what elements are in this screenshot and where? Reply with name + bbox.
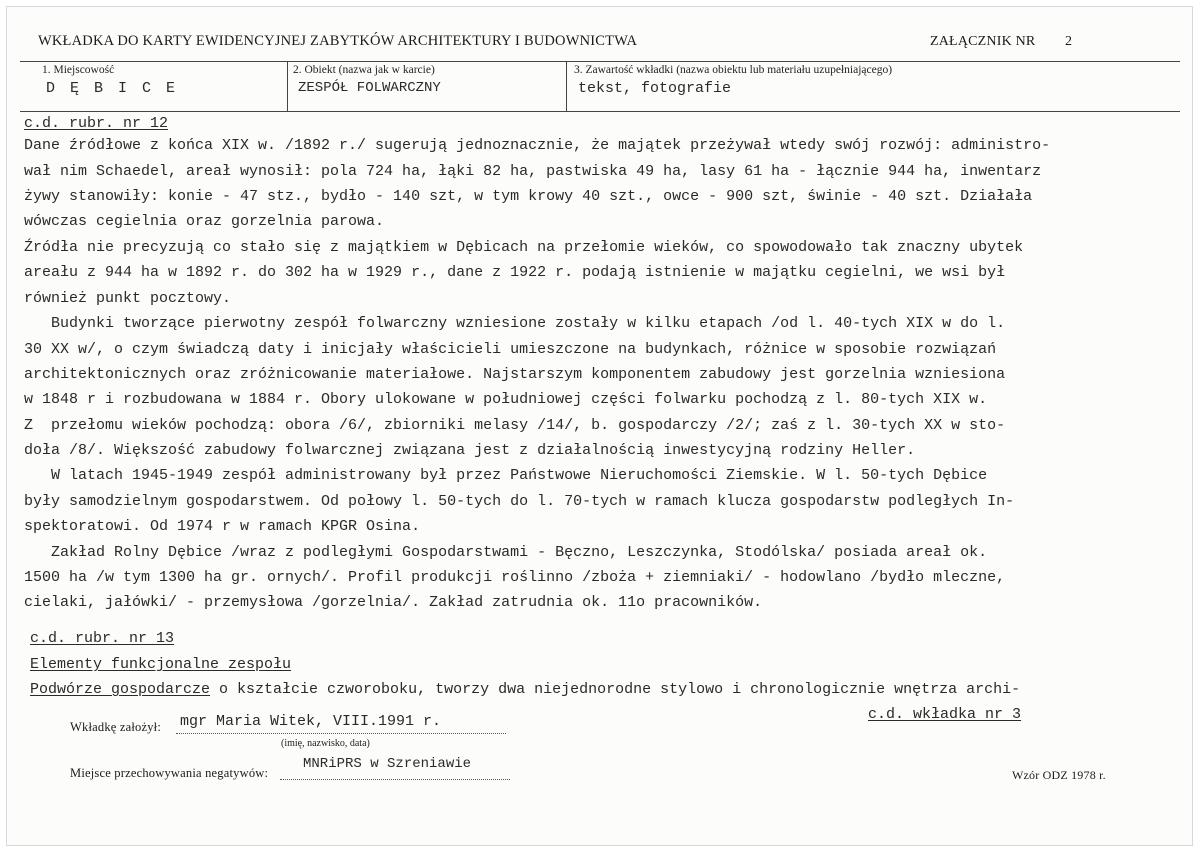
section-heading-rubr-13: c.d. rubr. nr 13 <box>30 630 175 647</box>
prepared-by-hint: (imię, nazwisko, data) <box>281 738 370 749</box>
body-line: żywy stanowiły: konie - 47 stz., bydło - 140 szt, w tym krowy 40 szt., owce - 900 szt, świnie - 40 szt. Działała <box>24 188 1033 205</box>
prepared-by-line <box>176 733 506 734</box>
body-line: architektonicznych oraz zróżnicowanie materiałowe. Najstarszym komponentem zabudowy jest gorzelnia wzniesiona <box>24 366 1006 383</box>
field-separator-1 <box>287 61 288 111</box>
section-heading-rubr-12: c.d. rubr. nr 12 <box>24 115 169 132</box>
header-divider <box>20 61 1180 62</box>
body-line: 30 XX w/, o czym świadczą daty i inicjały właścicieli umieszczone na budynkach, różnice w sposobie rozwiązań <box>24 341 997 358</box>
body-line: były samodzielnym gospodarstwem. Od połowy l. 50-tych do l. 70-tych w ramach klucza gospodarstw podległych In- <box>24 493 1015 510</box>
continuation-note: c.d. wkładka nr 3 <box>868 706 1022 723</box>
body-line: również punkt pocztowy. <box>24 290 232 307</box>
locality-value: D Ę B I C E <box>46 80 179 97</box>
body-line: Z przełomu wieków pochodzą: obora /6/, zbiorniki melasy /14/, b. gospodarczy /2/; zaś z l. 30-tych XX w sto- <box>24 417 1006 434</box>
prepared-by-label: Wkładkę założył: <box>70 720 162 734</box>
body-line: cielaki, jałówki/ - przemysłowa /gorzelnia/. Zakład zatrudnia ok. 11o pracowników. <box>24 594 763 611</box>
fields-divider <box>20 111 1180 112</box>
body-line: 1500 ha /w tym 1300 ha gr. ornych/. Profil produkcji roślinno /zboża + ziemniaki/ - hodowlano /bydło mleczne, <box>24 569 1006 586</box>
storage-value: MNRiPRS w Szreniawie <box>303 756 472 772</box>
object-value: ZESPÓŁ FOLWARCZNY <box>298 80 441 96</box>
body-line: W latach 1945-1949 zespół administrowany był przez Państwowe Nieruchomości Ziemskie. W l. 50-tych Dębice <box>24 467 988 484</box>
body-line: wówczas cegielnia oraz gorzelnia parowa. <box>24 213 385 230</box>
content-label: 3. Zawartość wkładki (nazwa obiektu lub materiału uzupełniającego) <box>574 64 893 76</box>
storage-line <box>280 779 510 780</box>
attachment-label: ZAŁĄCZNIK NR <box>930 34 1036 49</box>
body-line: Zakład Rolny Dębice /wraz z podległymi Gospodarstwami - Bęczno, Leszczynka, Stodólska/ posiada areał ok. <box>24 544 988 561</box>
body-line: wał nim Schaedel, areał wynosił: pola 724 ha, łąki 82 ha, pastwiska 49 ha, lasy 61 ha - łącznie 944 ha, inwentarz <box>24 163 1042 180</box>
field-separator-2 <box>566 61 567 111</box>
document-title: WKŁADKA DO KARTY EWIDENCYJNEJ ZABYTKÓW ARCHITEKTURY I BUDOWNICTWA <box>38 33 638 49</box>
body-line: Budynki tworzące pierwotny zespół folwarczny wzniesione zostały w kilku etapach /od l. 40-tych XIX w do l. <box>24 315 1006 332</box>
body-line: Źródła nie precyzują co stało się z majątkiem w Dębicach na przełomie wieków, co spowodowało tak znaczny ubytek <box>24 239 1024 256</box>
section-subheading: Elementy funkcjonalne zespołu <box>30 656 292 673</box>
attachment-number: 2 <box>1065 34 1073 49</box>
object-label: 2. Obiekt (nazwa jak w karcie) <box>293 64 435 76</box>
body-line: doła /8/. Większość zabudowy folwarcznej związana jest z działalnością inwestycyjną rodziny Heller. <box>24 442 916 459</box>
content-value: tekst, fotografie <box>578 80 732 97</box>
courtyard-text: o kształcie czworoboku, tworzy dwa niejednorodne stylowo i chronologicznie wnętrza archi- <box>210 681 1021 698</box>
prepared-by-value: mgr Maria Witek, VIII.1991 r. <box>180 713 442 730</box>
form-identifier: Wzór ODZ 1978 r. <box>1012 768 1106 782</box>
locality-label: 1. Miejscowość <box>42 64 115 76</box>
courtyard-term: Podwórze gospodarcze <box>30 681 211 698</box>
body-line: areału z 944 ha w 1892 r. do 302 ha w 1929 r., dane z 1922 r. podają istnienie w majątku cegielni, we wsi był <box>24 264 1006 281</box>
courtyard-paragraph <box>30 681 1020 698</box>
storage-label: Miejsce przechowywania negatywów: <box>70 766 269 780</box>
body-line: w 1848 r i rozbudowana w 1884 r. Obory ulokowane w południowej części folwarku pochodzą z l. 80-tych XIX w. <box>24 391 988 408</box>
body-line: Dane źródłowe z końca XIX w. /1892 r./ sugerują jednoznacznie, że majątek przeżywał wtedy swój rozwój: administro- <box>24 137 1051 154</box>
body-line: spektoratowi. Od 1974 r w ramach KPGR Osina. <box>24 518 421 535</box>
